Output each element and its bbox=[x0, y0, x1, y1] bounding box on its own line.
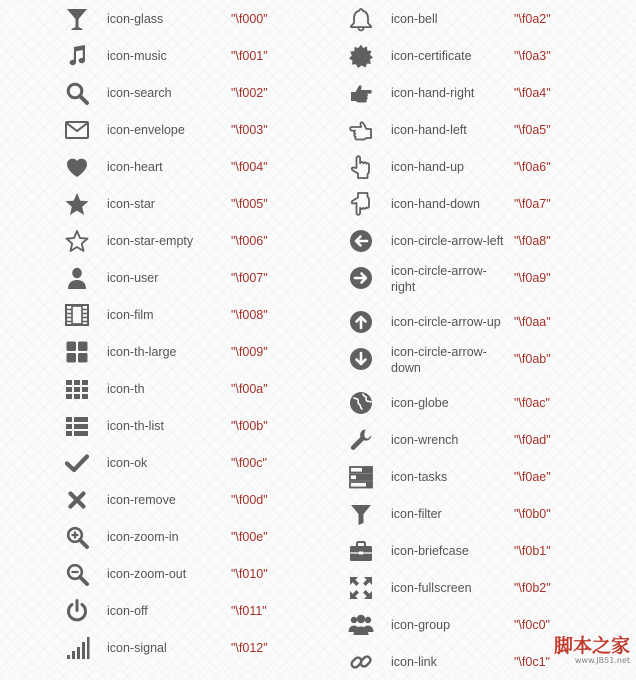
th-large-icon bbox=[64, 339, 90, 365]
icon-row bbox=[320, 74, 636, 111]
icon-unicode-code: "\f000" bbox=[231, 12, 268, 26]
icon-unicode-code: "\f0a9" bbox=[514, 271, 551, 285]
th-icon bbox=[64, 376, 90, 402]
icon-row bbox=[0, 74, 320, 111]
film-icon bbox=[64, 302, 90, 328]
icon-unicode-code: "\f001" bbox=[231, 49, 268, 63]
icon-unicode-code: "\f0a8" bbox=[514, 234, 551, 248]
icon-class-name: icon-signal bbox=[107, 641, 167, 655]
icon-unicode-code: "\f012" bbox=[231, 641, 268, 655]
icon-row bbox=[320, 148, 636, 185]
icon-unicode-code: "\f0a4" bbox=[514, 86, 551, 100]
icon-unicode-code: "\f0ad" bbox=[514, 433, 551, 447]
icon-class-name: icon-circle-arrow-left bbox=[391, 234, 504, 248]
group-icon bbox=[348, 612, 374, 638]
icon-class-name: icon-search bbox=[107, 86, 172, 100]
icon-row bbox=[0, 111, 320, 148]
icon-class-name: icon-zoom-in bbox=[107, 530, 179, 544]
icon-class-name: icon-circle-arrow-up bbox=[391, 315, 501, 329]
icon-row bbox=[0, 259, 320, 296]
briefcase-icon bbox=[348, 538, 374, 564]
icon-unicode-code: "\f00e" bbox=[231, 530, 268, 544]
icon-unicode-code: "\f0b2" bbox=[514, 581, 551, 595]
fullscreen-icon bbox=[348, 575, 374, 601]
icon-row bbox=[320, 495, 636, 532]
icon-unicode-code: "\f0ab" bbox=[514, 352, 551, 366]
icon-class-name: icon-hand-up bbox=[391, 160, 464, 174]
tasks-icon bbox=[348, 464, 374, 490]
zoom-in-icon bbox=[64, 524, 90, 550]
icon-row bbox=[320, 259, 636, 296]
icon-unicode-code: "\f0c0" bbox=[514, 618, 550, 632]
search-icon bbox=[64, 80, 90, 106]
circle-arrow-right-icon bbox=[348, 265, 374, 291]
icon-row bbox=[0, 37, 320, 74]
icon-class-name: icon-glass bbox=[107, 12, 164, 26]
icon-row bbox=[0, 629, 320, 666]
star-empty-icon bbox=[64, 228, 90, 254]
icon-class-name: icon-th bbox=[107, 382, 145, 396]
icon-row bbox=[0, 444, 320, 481]
icon-class-name: icon-globe bbox=[391, 396, 449, 410]
icon-row bbox=[320, 458, 636, 495]
icon-unicode-code: "\f00a" bbox=[231, 382, 268, 396]
icon-row bbox=[0, 555, 320, 592]
bell-icon bbox=[348, 6, 374, 32]
icon-row bbox=[320, 185, 636, 222]
icon-unicode-code: "\f0ae" bbox=[514, 470, 551, 484]
icon-row bbox=[0, 148, 320, 185]
icon-unicode-code: "\f010" bbox=[231, 567, 268, 581]
icon-unicode-code: "\f00b" bbox=[231, 419, 268, 433]
icon-row bbox=[0, 481, 320, 518]
icon-row bbox=[0, 370, 320, 407]
icon-class-name: icon-filter bbox=[391, 507, 442, 521]
icon-unicode-code: "\f0b0" bbox=[514, 507, 551, 521]
icon-row bbox=[0, 0, 320, 37]
icon-unicode-code: "\f0ac" bbox=[514, 396, 550, 410]
off-icon bbox=[64, 598, 90, 624]
icon-class-name: icon-wrench bbox=[391, 433, 459, 447]
icon-row bbox=[320, 111, 636, 148]
icon-class-name: icon-link bbox=[391, 655, 437, 669]
icon-row bbox=[320, 222, 636, 259]
remove-icon bbox=[64, 487, 90, 513]
glass-icon bbox=[64, 6, 90, 32]
icon-unicode-code: "\f003" bbox=[231, 123, 268, 137]
icon-unicode-code: "\f002" bbox=[231, 86, 268, 100]
icon-class-name: icon-heart bbox=[107, 160, 163, 174]
icon-unicode-code: "\f011" bbox=[231, 604, 267, 618]
signal-icon bbox=[64, 635, 90, 661]
icon-unicode-code: "\f007" bbox=[231, 271, 268, 285]
icon-unicode-code: "\f009" bbox=[231, 345, 268, 359]
icon-row bbox=[320, 303, 636, 340]
icon-unicode-code: "\f0a2" bbox=[514, 12, 551, 26]
hand-up-icon bbox=[348, 154, 374, 180]
icon-row bbox=[320, 532, 636, 569]
envelope-icon bbox=[64, 117, 90, 143]
icon-row bbox=[320, 340, 636, 377]
th-list-icon bbox=[64, 413, 90, 439]
heart-icon bbox=[64, 154, 90, 180]
icon-unicode-code: "\f00c" bbox=[231, 456, 267, 470]
globe-icon bbox=[348, 390, 374, 416]
circle-arrow-left-icon bbox=[348, 228, 374, 254]
icon-class-name: icon-ok bbox=[107, 456, 148, 470]
icon-class-name: icon-film bbox=[107, 308, 154, 322]
link-icon bbox=[348, 649, 374, 675]
site-watermark bbox=[554, 636, 630, 665]
zoom-out-icon bbox=[64, 561, 90, 587]
hand-down-icon bbox=[348, 191, 374, 217]
icon-class-name: icon-hand-down bbox=[391, 197, 480, 211]
icon-row bbox=[0, 185, 320, 222]
icon-class-name: icon-off bbox=[107, 604, 148, 618]
star-icon bbox=[64, 191, 90, 217]
icon-unicode-code: "\f0a7" bbox=[514, 197, 551, 211]
icon-class-name: icon-tasks bbox=[391, 470, 448, 484]
icon-class-name: icon-circle-arrow-down bbox=[391, 345, 487, 375]
icon-class-name: icon-star-empty bbox=[107, 234, 194, 248]
icon-class-name: icon-bell bbox=[391, 12, 438, 26]
icon-unicode-code: "\f005" bbox=[231, 197, 268, 211]
icon-unicode-code: "\f0c1" bbox=[514, 655, 550, 669]
icon-class-name: icon-remove bbox=[107, 493, 176, 507]
icon-unicode-code: "\f0a5" bbox=[514, 123, 551, 137]
icon-row bbox=[0, 592, 320, 629]
certificate-icon bbox=[348, 43, 374, 69]
icon-unicode-code: "\f006" bbox=[231, 234, 268, 248]
icon-class-name: icon-music bbox=[107, 49, 167, 63]
icon-row bbox=[0, 333, 320, 370]
icon-unicode-code: "\f0a6" bbox=[514, 160, 551, 174]
icon-class-name: icon-group bbox=[391, 618, 451, 632]
icon-row bbox=[320, 421, 636, 458]
icon-class-name: icon-fullscreen bbox=[391, 581, 472, 595]
icon-unicode-code: "\f0a3" bbox=[514, 49, 551, 63]
icon-unicode-code: "\f008" bbox=[231, 308, 268, 322]
icon-class-name: icon-circle-arrow-right bbox=[391, 264, 487, 294]
hand-left-icon bbox=[348, 117, 374, 143]
icon-unicode-code: "\f0aa" bbox=[514, 315, 551, 329]
icon-row bbox=[320, 569, 636, 606]
circle-arrow-up-icon bbox=[348, 309, 374, 335]
icon-row bbox=[320, 0, 636, 37]
icon-unicode-code: "\f00d" bbox=[231, 493, 268, 507]
icon-row bbox=[0, 222, 320, 259]
icon-row bbox=[0, 296, 320, 333]
hand-right-icon bbox=[348, 80, 374, 106]
icon-class-name: icon-zoom-out bbox=[107, 567, 187, 581]
icon-class-name: icon-hand-left bbox=[391, 123, 467, 137]
icon-class-name: icon-briefcase bbox=[391, 544, 469, 558]
watermark-title: 脚本之家 bbox=[553, 635, 630, 657]
icon-class-name: icon-envelope bbox=[107, 123, 185, 137]
icon-class-name: icon-th-large bbox=[107, 345, 177, 359]
icon-unicode-code: "\f0b1" bbox=[514, 544, 551, 558]
icon-row bbox=[320, 37, 636, 74]
icon-row bbox=[320, 384, 636, 421]
watermark-url: www.JB51.net bbox=[574, 656, 630, 665]
icon-class-name: icon-certificate bbox=[391, 49, 472, 63]
icon-unicode-code: "\f004" bbox=[231, 160, 268, 174]
icon-class-name: icon-star bbox=[107, 197, 155, 211]
circle-arrow-down-icon bbox=[348, 346, 374, 372]
ok-icon bbox=[64, 450, 90, 476]
icon-row bbox=[0, 518, 320, 555]
wrench-icon bbox=[348, 427, 374, 453]
icon-class-name: icon-th-list bbox=[107, 419, 164, 433]
icon-class-name: icon-hand-right bbox=[391, 86, 475, 100]
icon-class-name: icon-user bbox=[107, 271, 159, 285]
icon-row bbox=[0, 407, 320, 444]
user-icon bbox=[64, 265, 90, 291]
music-icon bbox=[64, 43, 90, 69]
filter-icon bbox=[348, 501, 374, 527]
